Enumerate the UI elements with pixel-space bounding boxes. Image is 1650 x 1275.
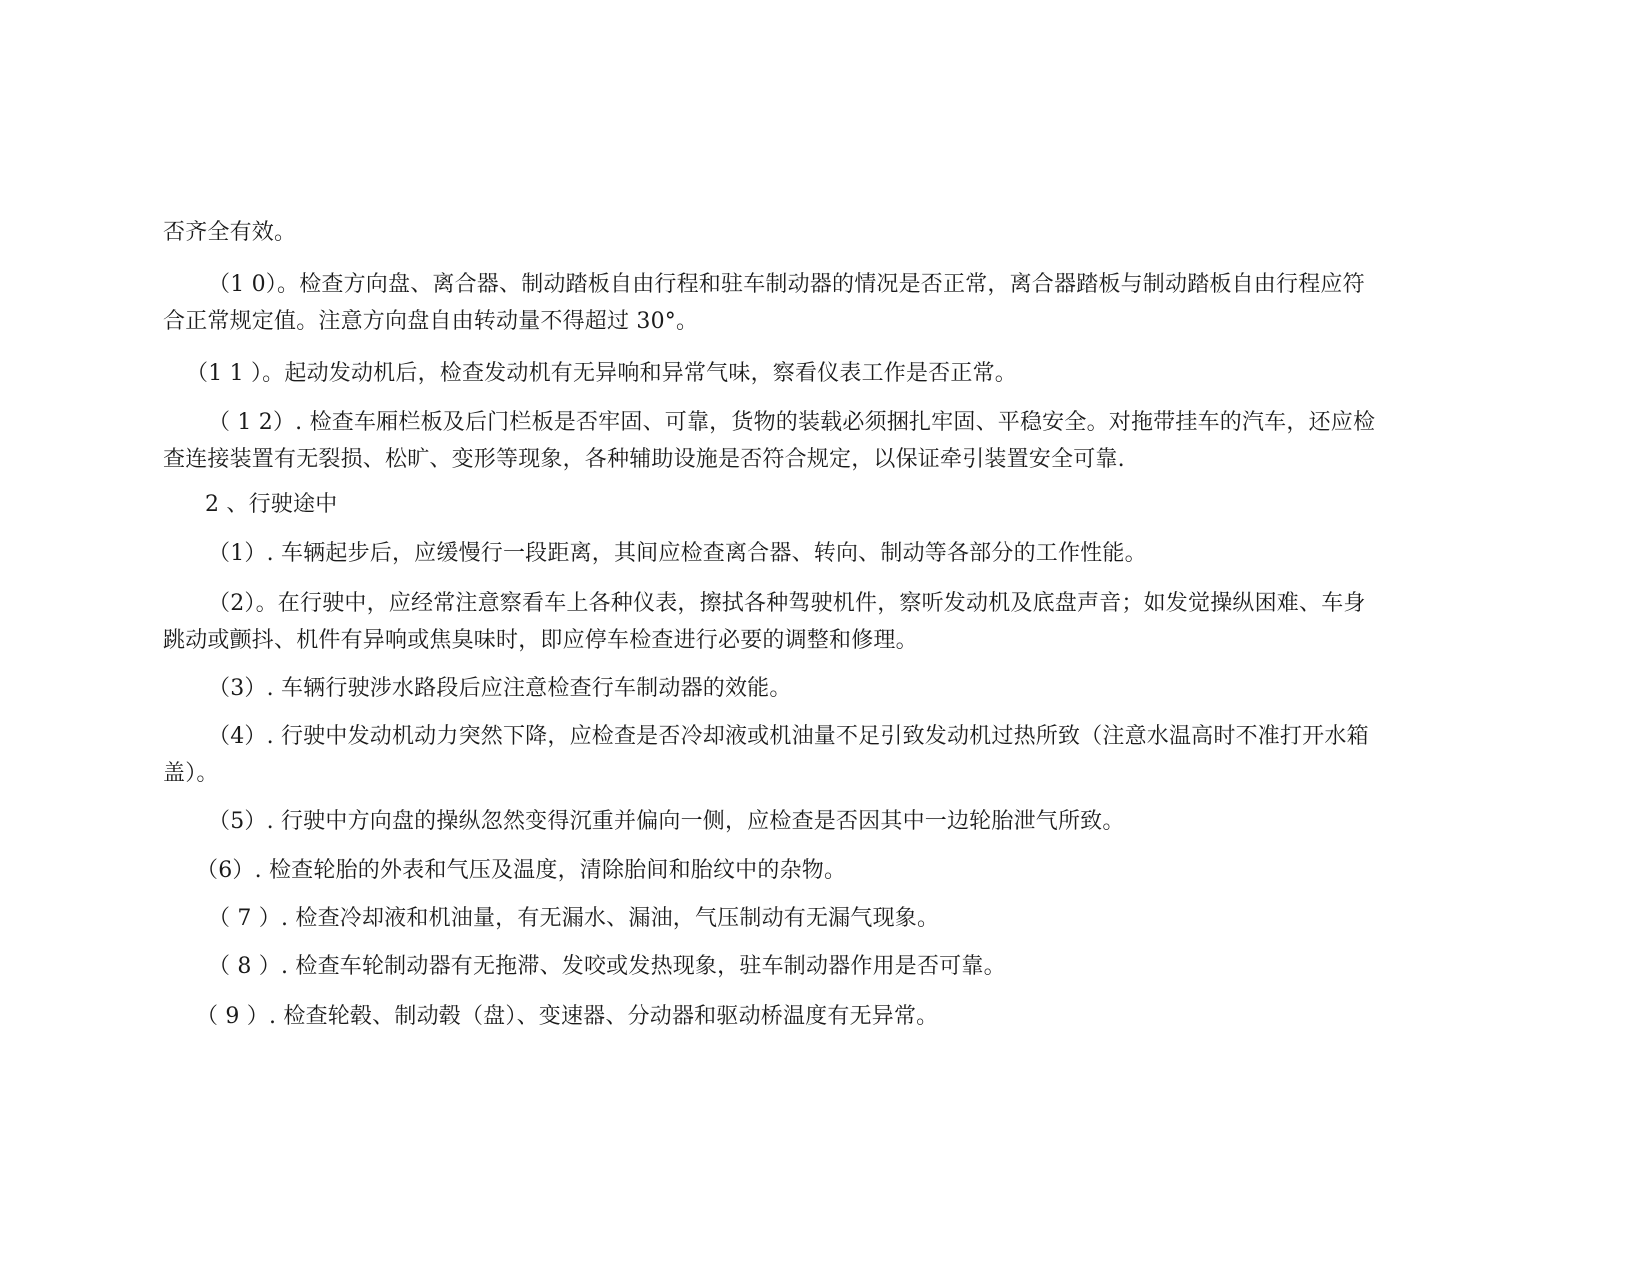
paragraph-step-6 [196, 852, 1536, 889]
paragraph-continuation [163, 214, 1503, 251]
paragraph-item-10 [163, 266, 1503, 340]
text-line: 否齐全有效。 [163, 220, 297, 245]
paragraph-step-9 [196, 998, 1536, 1035]
text-line: 查连接装置有无裂损、松旷、变形等现象，各种辅助设施是否符合规定，以保证牵引装置安全可靠. [163, 447, 1125, 472]
text-line: （ 8 ）. 检查车轮制动器有无拖滞、发咬或发热现象，驻车制动器作用是否可靠。 [208, 954, 1006, 979]
text-line: （1 0）。检查方向盘、离合器、制动踏板自由行程和驻车制动器的情况是否正常，离合器踏板与制动踏板自由行程应符 [208, 272, 1365, 297]
section-heading [205, 486, 1545, 523]
paragraph-step-4 [163, 718, 1503, 792]
paragraph-step-8 [208, 948, 1548, 985]
text-line: （1 1 ）。起动发动机后，检查发动机有无异响和异常气味，察看仪表工作是否正常。 [186, 361, 1017, 386]
paragraph-step-3 [208, 670, 1548, 707]
text-line: （ 1 2）. 检查车厢栏板及后门栏板是否牢固、可靠，货物的装载必须捆扎牢固、平稳安全。对拖带挂车的汽车，还应检 [208, 410, 1376, 435]
text-line: （ 7 ）. 检查冷却液和机油量，有无漏水、漏油，气压制动有无漏气现象。 [208, 906, 940, 931]
paragraph-item-12 [163, 404, 1503, 478]
text-line: （4）. 行驶中发动机动力突然下降，应检查是否冷却液或机油量不足引致发动机过热所致（注意水温高时不准打开水箱 [208, 724, 1369, 749]
paragraph-item-11 [186, 355, 1526, 392]
paragraph-step-1 [208, 535, 1548, 572]
text-line: 2 、行驶途中 [205, 492, 338, 517]
text-line: 盖）。 [163, 761, 219, 786]
text-line: 合正常规定值。注意方向盘自由转动量不得超过 30°。 [163, 309, 699, 334]
text-line: （1）. 车辆起步后，应缓慢行一段距离，其间应检查离合器、转向、制动等各部分的工作性能。 [208, 541, 1147, 566]
paragraph-step-7 [208, 900, 1548, 937]
text-line: （5）. 行驶中方向盘的操纵忽然变得沉重并偏向一侧，应检查是否因其中一边轮胎泄气所致。 [208, 809, 1125, 834]
text-line: （6）. 检查轮胎的外表和气压及温度，清除胎间和胎纹中的杂物。 [196, 858, 847, 883]
paragraph-step-2 [163, 585, 1503, 659]
paragraph-step-5 [208, 803, 1548, 840]
text-line: （3）. 车辆行驶涉水路段后应注意检查行车制动器的效能。 [208, 676, 792, 701]
text-line: 跳动或颤抖、机件有异响或焦臭味时，即应停车检查进行必要的调整和修理。 [163, 628, 918, 653]
text-line: （ 9 ）. 检查轮毂、制动毂（盘）、变速器、分动器和驱动桥温度有无异常。 [196, 1004, 939, 1029]
text-line: （2）。在行驶中，应经常注意察看车上各种仪表，擦拭各种驾驶机件，察听发动机及底盘声音；如发觉操纵困难、车身 [208, 591, 1366, 616]
